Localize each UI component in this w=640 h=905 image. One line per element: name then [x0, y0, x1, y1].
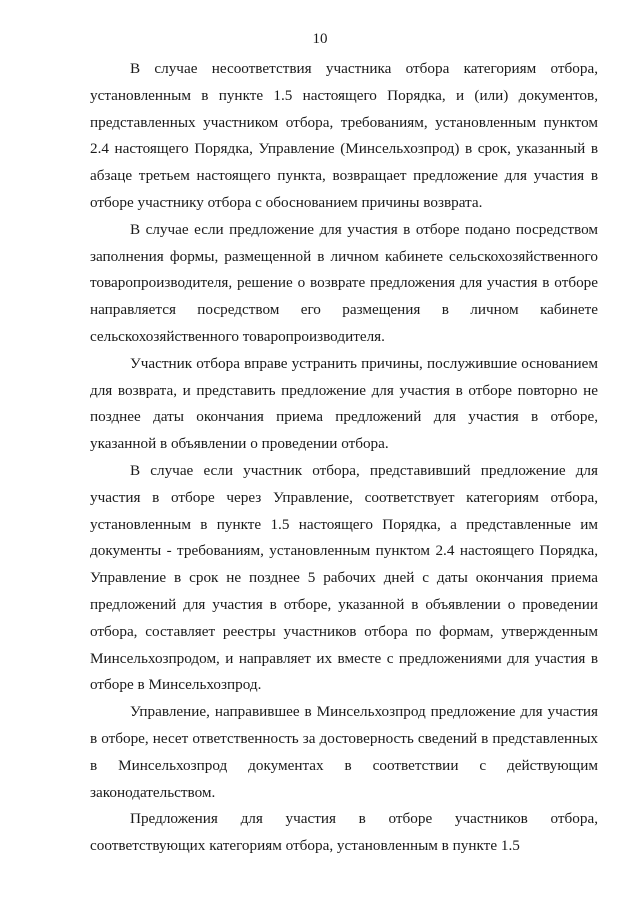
- paragraph: В случае если участник отбора, представивший предложение для участия в отборе через Управление, соответствует категориям отбора, установленным в пункте 1.5 настоящего Порядка, а представленные им документы - требованиям, установленным пунктом 2.4 настоящего Порядка, Управление в срок не позднее 5 рабочих дней с даты окончания приема предложений для участия в отборе, указанной в объявлении о проведении отбора, составляет реестры участников отбора по формам, утвержденным Минсельхозпродом, и направляет их вместе с предложениями для участия в отборе в Минсельхозпрод.: [90, 461, 598, 694]
- paragraph: В случае если предложение для участия в отборе подано посредством заполнения формы, размещенной в личном кабинете сельскохозяйственного товаропроизводителя, решение о возврате предложения для участия в отборе направляется посредством его размещения в личном кабинете сельскохозяйственного товаропроизводителя.: [90, 220, 598, 345]
- paragraph: Управление, направившее в Минсельхозпрод предложение для участия в отборе, несет ответственность за достоверность сведений в представленных в Минсельхозпрод документах в соответствии с действующим законодательством.: [90, 703, 598, 801]
- document-body: [90, 56, 598, 860]
- paragraph: В случае несоответствия участника отбора категориям отбора, установленным в пункте 1.5 настоящего Порядка, и (или) документов, представленных участником отбора, требованиям, установленным пунктом 2.4 настоящего Порядка, Управление (Минсельхозпрод) в срок, указанный в абзаце третьем настоящего пункта, возвращает предложение для участия в отборе участнику отбора с обоснованием причины возврата.: [90, 60, 598, 211]
- paragraph: Предложения для участия в отборе участников отбора, соответствующих категориям отбора, установленным в пункте 1.5: [90, 810, 598, 855]
- page-number: 10: [312, 31, 328, 47]
- paragraph: Участник отбора вправе устранить причины, послужившие основанием для возврата, и представить предложение для участия в отборе повторно не позднее даты окончания приема предложений для участия в отборе, указанной в объявлении о проведении отбора.: [90, 354, 598, 453]
